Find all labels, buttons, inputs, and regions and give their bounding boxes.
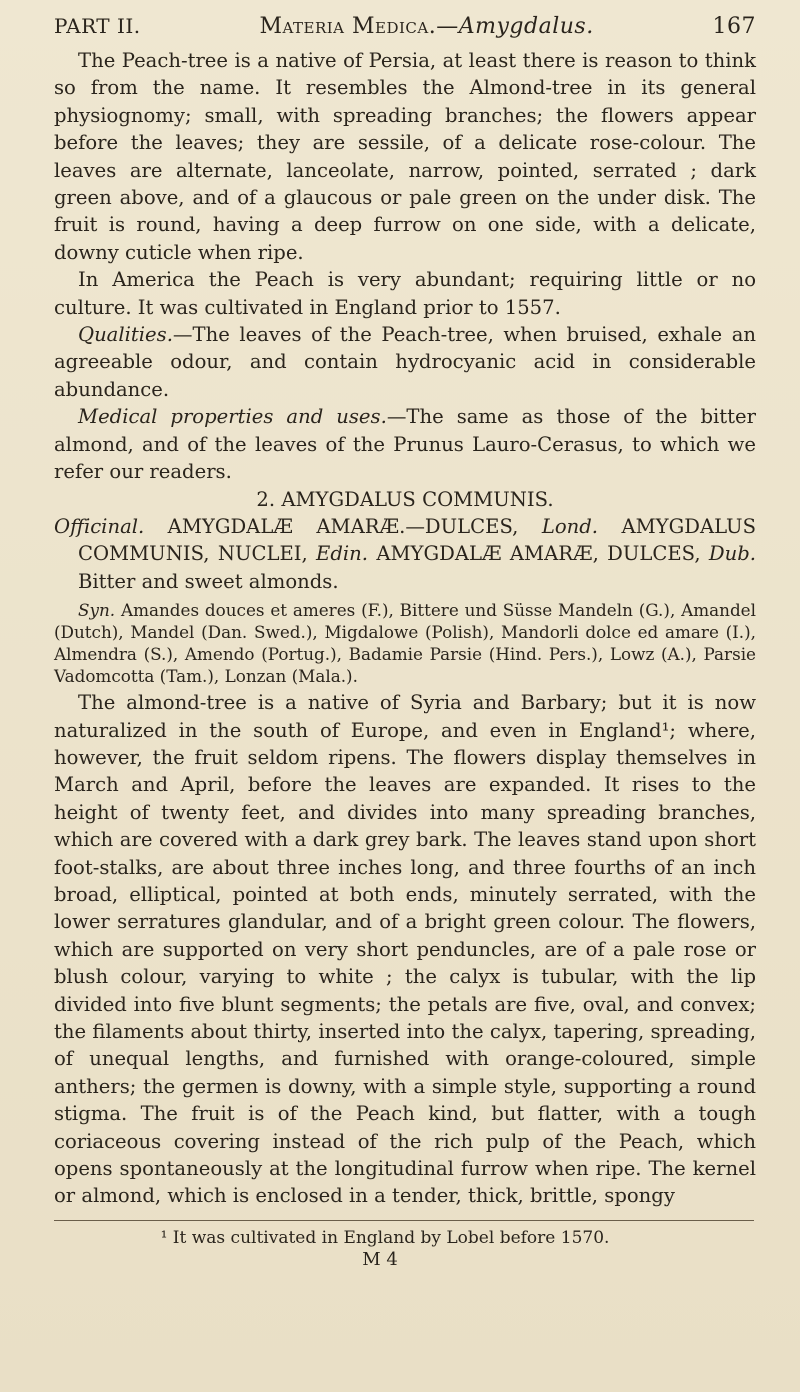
signature-mark: M 4 [362,1248,398,1270]
synonyms-entry: Syn. Amandes douces et ameres (F.), Bittere und Süsse Mandeln (G.), Amandel (Dutch), Mandel (Dan. Swed.), Migdalowe (Polish), Mandorli dolce ed amare (I.), Almendra (S.), Amendo (Portug.), Badamie Parsie (Hind. Pers.), Lowz (A.), Parsie Vadomcotta (Tam.), Lonzan (Mala.). [54,600,756,687]
body-text [54,47,756,1210]
paragraph-peach-america: In America the Peach is very abundant; requiring little or no culture. It was cultivated in England prior to 1557. [54,268,756,319]
footnote-rule [54,1220,754,1221]
qualities-lead: Qualities. [78,323,173,347]
paragraph-qualities: Qualities.—The leaves of the Peach-tree, when bruised, exhale an agreeable odour, and contain hydrocyanic acid in considerable abundance. [54,323,756,401]
medical-lead: Medical properties and uses. [78,405,387,429]
paragraph-medical: Medical properties and uses.—The same as those of the bitter almond, and of the leaves of the Prunus Lauro-Cerasus, to which we refer our readers. [54,405,756,484]
officinal-entry: Officinal. AMYGDALÆ AMARÆ.—DULCES, Lond. AMYGDALUS COMMUNIS, NUCLEI, Edin. AMYGDALÆ AMARÆ, DULCES, Dub. Bitter and sweet almonds. [54,514,757,593]
section-heading: 2. AMYGDALUS COMMUNIS. [256,487,554,511]
footnote: ¹ It was cultivated in England by Lobel before 1570. [160,1227,610,1248]
paragraph-almond-tree: The almond-tree is a native of Syria and Barbary; but it is now naturalized in the south of Europe, and even in England¹; where, however, the fruit seldom ripens. The flowers display themselves in March and April, before the leaves are expanded. It rises to the height of twenty feet, and divides into many spreading branches, which are covered with a dark grey bark. The leaves stand upon short foot-stalks, are about three inches long, and three fourths of an inch broad, elliptical, pointed at both ends, minutely serrated, with the lower serratures glandular, and of a bright green colour. The flowers, which are supported on very short penduncles, are of a pale rose or blush colour, varying to white ; the calyx is tubular, with the lip divided into five blunt segments; the petals are five, oval, and convex; the filaments about thirty, inserted into the calyx, tapering, spreading, of unequal lengths, and furnished with orange-coloured, simple anthers; the germen is downy, with a simple style, supporting a round stigma. The fruit is of the Peach kind, but flatter, with a tough coriaceous covering instead of the rich pulp of the Peach, which opens spontaneously at the longitudinal furrow when ripe. The kernel or almond, which is enclosed in a tender, thick, brittle, spongy [54,691,756,1208]
running-header [54,14,756,39]
running-title: Materia Medica.—Amygdalus. [259,14,594,39]
page-number: 167 [712,14,756,39]
paragraph-peach-native: The Peach-tree is a native of Persia, at least there is reason to think so from the name. It resembles the Almond-tree in its general physiognomy; small, with spreading branches; the flowers appear before the leaves; they are sessile, of a delicate rose-colour. The leaves are alternate, lanceolate, narrow, pointed, serrated ; dark green above, and of a glaucous or pale green on the under disk. The fruit is round, having a deep furrow on one side, with a delicate, downy cuticle when ripe. [54,49,756,264]
part-label: PART II. [54,14,141,38]
